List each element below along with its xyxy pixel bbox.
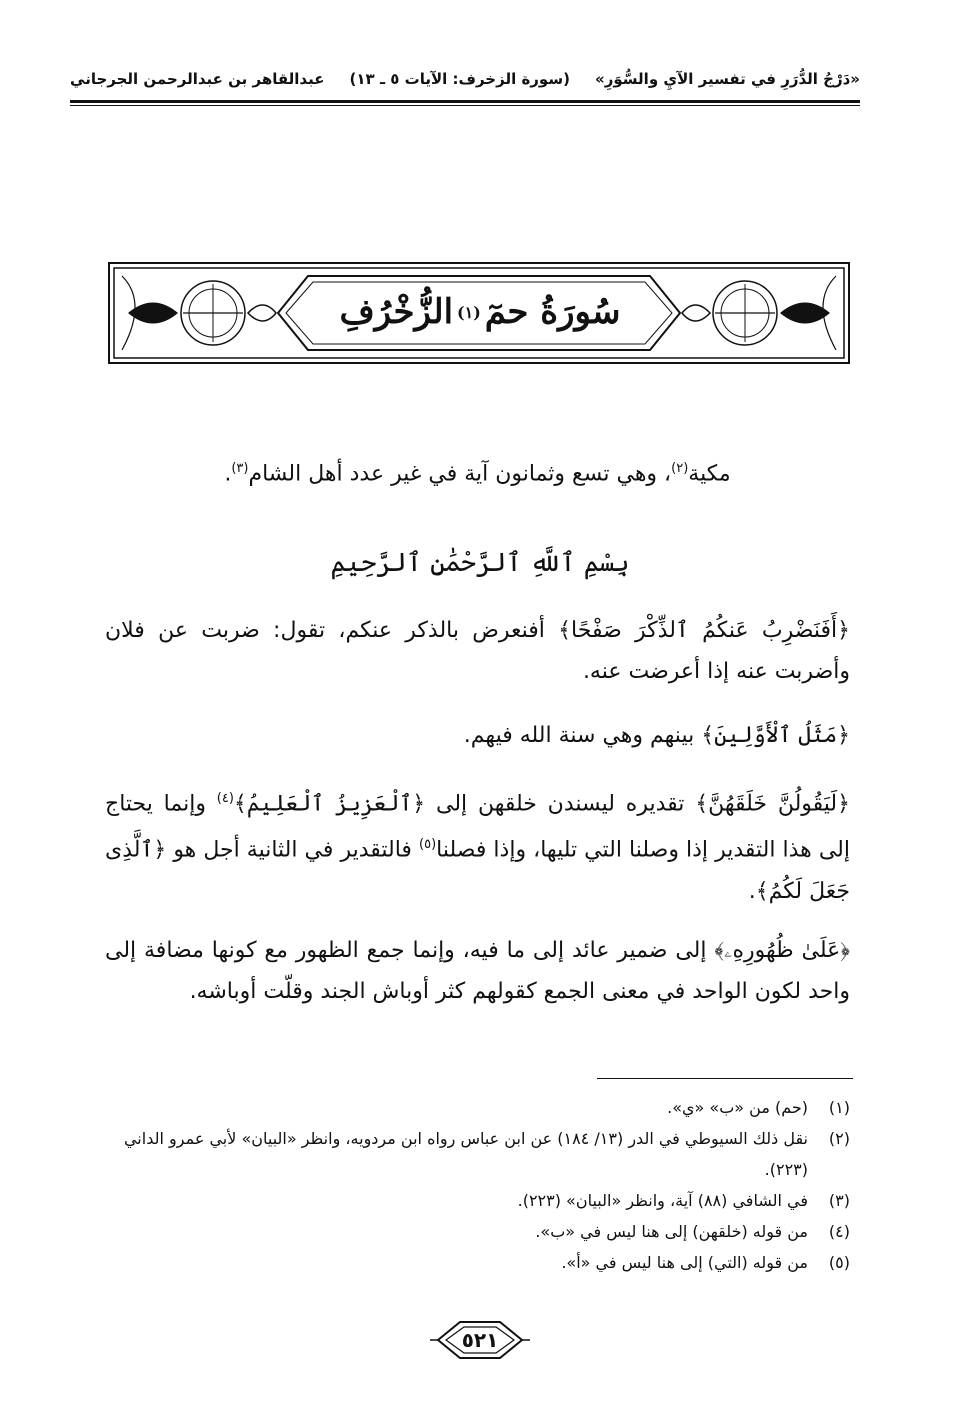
header-author: عبدالقاهر بن عبدالرحمن الجرجاني (70, 70, 325, 88)
surah-name-2: الزُّخْرُفِ (339, 292, 454, 332)
footnote-text: من قوله (التي) إلى هنا ليس في «أ». (561, 1253, 808, 1272)
surah-intro (105, 448, 850, 494)
quran-quote: ﴿أَفَنَضْرِبُ عَنكُمُ ٱلذِّكْرَ صَفْحًا﴾ (558, 618, 850, 643)
footnote-ref-2: (٢) (671, 461, 689, 476)
footnote-number: (٥) (828, 1253, 850, 1272)
paragraph-3 (105, 778, 850, 912)
paragraph-4 (105, 930, 850, 1012)
commentary-text: فالتقدير في الثانية أجل هو (166, 837, 420, 863)
quran-quote: ﴿عَلَىٰ ظُهُورِهِۦ﴾ (714, 938, 851, 963)
running-header (70, 62, 860, 96)
surah-name: سُورَةُ حمٓ (484, 292, 621, 332)
page-number: ٥٢١ (461, 1328, 499, 1352)
intro-text-3: . (224, 461, 232, 487)
basmala: بِسْمِ ٱللَّهِ ٱلرَّحْمَٰنِ ٱلرَّحِيمِ (330, 548, 630, 578)
paragraph-1 (105, 610, 850, 692)
paragraph-2 (105, 715, 850, 756)
footnote (105, 1185, 850, 1216)
quran-quote: ﴿ٱلْعَزِيزُ ٱلْعَلِيمُ﴾ (233, 791, 426, 817)
footnote-ref-4: (٤) (216, 791, 234, 806)
surah-title (300, 282, 660, 342)
footnote-number: (٢) (828, 1129, 850, 1148)
footnote (105, 1216, 850, 1247)
header-book-title: «دَرْجُ الدُّرَرِ في تفسير الآيِ والسُّوَرِ» (595, 70, 860, 88)
header-rule-thin (70, 105, 860, 106)
footnote-number: (١) (828, 1098, 850, 1117)
footnote-ref-1: (١) (457, 302, 481, 322)
quran-quote: ﴿ٱلَّذِى جَعَلَ لَكُمُ﴾ (105, 837, 850, 904)
header-section: (سورة الزخرف: الآيات ٥ ـ ١٣) (349, 70, 570, 88)
header-rule (70, 100, 860, 103)
footnote (105, 1123, 850, 1185)
commentary-text: . (748, 878, 756, 904)
footnote-number: (٤) (828, 1222, 850, 1241)
commentary-text: إلى ضمير عائد إلى ما فيه، وإنما جمع الظهور مع كونها مضافة إلى واحد لكون الواحد في معنى الجمع كقولهم كثر أوباش الجند وقلّت أوباشه. (105, 938, 850, 1004)
footnotes (105, 1092, 850, 1278)
footnote (105, 1092, 850, 1123)
footnote-text: نقل ذلك السيوطي في الدر (١٣/ ١٨٤) عن ابن عباس رواه ابن مردويه، وانظر «البيان» لأبي عمرو الداني (٢٢٣). (123, 1129, 808, 1179)
footnote-number: (٣) (828, 1191, 850, 1210)
intro-text-1: مكية (688, 461, 731, 487)
footnote-ref-3: (٣) (231, 461, 249, 476)
commentary-text: بينهم وهي سنة الله فيهم. (463, 723, 702, 748)
commentary-text: وإنما يحتاج إلى هذا التقدير إذا وصلنا التي تليها، وإذا فصلنا (105, 791, 850, 863)
quran-quote: ﴿لَيَقُولُنَّ خَلَقَهُنَّ﴾ (695, 791, 850, 817)
footnote-text: (حم) من «ب» «ي». (667, 1098, 808, 1117)
footnote-text: في الشافي (٨٨) آية، وانظر «البيان» (٢٢٣). (517, 1191, 808, 1210)
footnote-ref-5: (٥) (419, 837, 437, 853)
commentary-text: تقديره ليسندن خلقهن إلى (425, 791, 696, 817)
commentary-text: أفنعرض بالذكر عنكم، تقول: ضربت عن فلان وأضربت عنه إذا أعرضت عنه. (105, 618, 850, 684)
intro-text-2: ، وهي تسع وثمانون آية في غير عدد أهل الشام (248, 461, 672, 487)
footnote-text: من قوله (خلقهن) إلى هنا ليس في «ب». (535, 1222, 808, 1241)
footnote-rule (597, 1078, 853, 1079)
quran-quote: ﴿مَثَلُ ٱلْأَوَّلِينَ﴾ (701, 723, 850, 748)
footnote (105, 1247, 850, 1278)
